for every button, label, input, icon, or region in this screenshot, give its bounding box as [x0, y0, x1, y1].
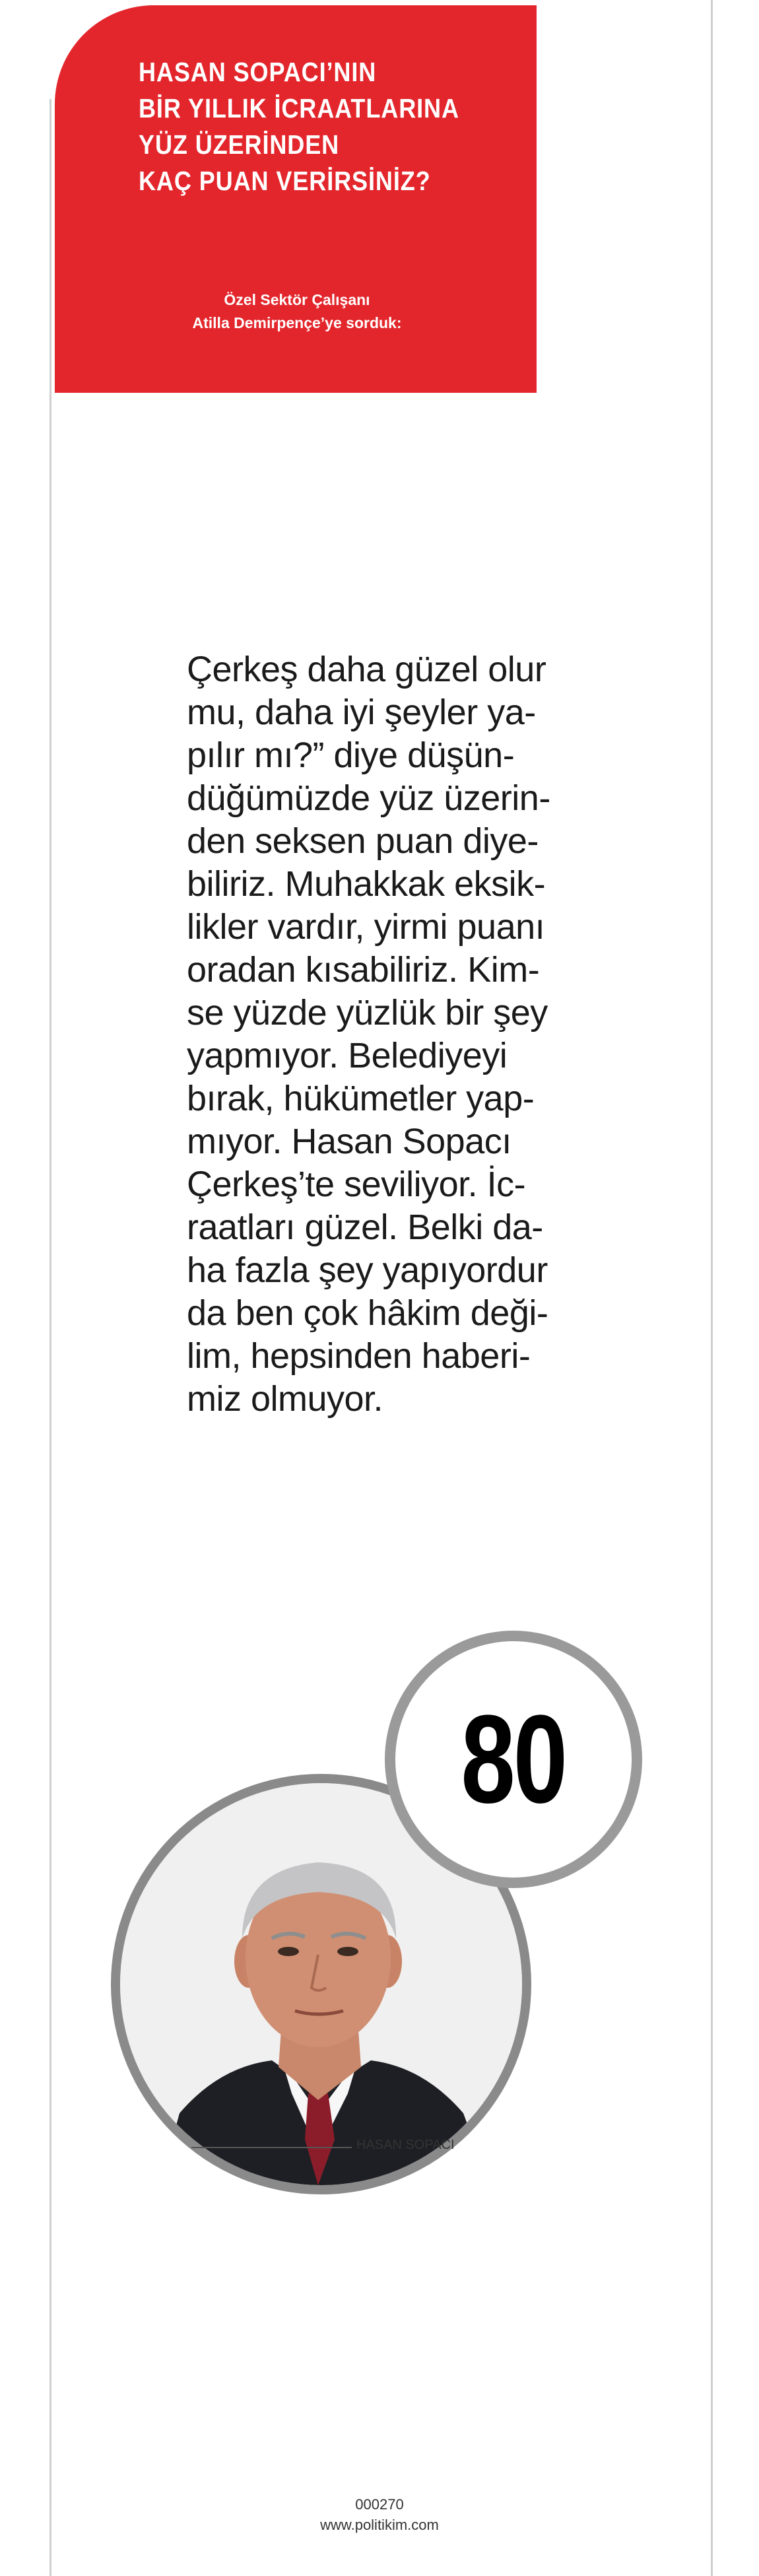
- right-rule: [711, 0, 713, 2576]
- article-body: Çerkeş daha güzel olur mu, daha iyi şeyler ya- pılır mı?” diye düşün- düğümüzde yüz üzerin- den seksen puan diye- biliriz. Muhakkak eksik- likler vardır, yirmi puanı oradan kısabiliriz. Kim- se yüzde yüzlük bir şey yapmıyor. Belediyeyi bırak, hükümetler yap- mıyor. Hasan Sopacı Çerkeş’te seviliyor. İc- raatları güzel. Belki da- ha fazla şey yapıyordur da ben çok hâkim deği- lim, hepsinden haberi- miz olmuyor.: [187, 650, 550, 1419]
- score-value: 80: [461, 1689, 566, 1829]
- photo-caption: HASAN SOPACI: [356, 2138, 455, 2152]
- subtitle: Özel Sektör Çalışanı Atilla Demirpençe’ye sorduk:: [192, 291, 402, 331]
- footer-site[interactable]: www.politikim.com: [320, 2517, 439, 2533]
- score-badge-inner: [395, 1641, 632, 1878]
- caption-divider: [191, 2147, 352, 2148]
- footer-code: 000270: [355, 2496, 404, 2513]
- headline: HASAN SOPACI’NIN BİR YILLIK İCRAATLARINA YÜZ ÜZERİNDEN KAÇ PUAN VERİRSİNİZ?: [139, 57, 459, 196]
- left-rule: [50, 99, 51, 2576]
- score-badge: [385, 1631, 642, 1888]
